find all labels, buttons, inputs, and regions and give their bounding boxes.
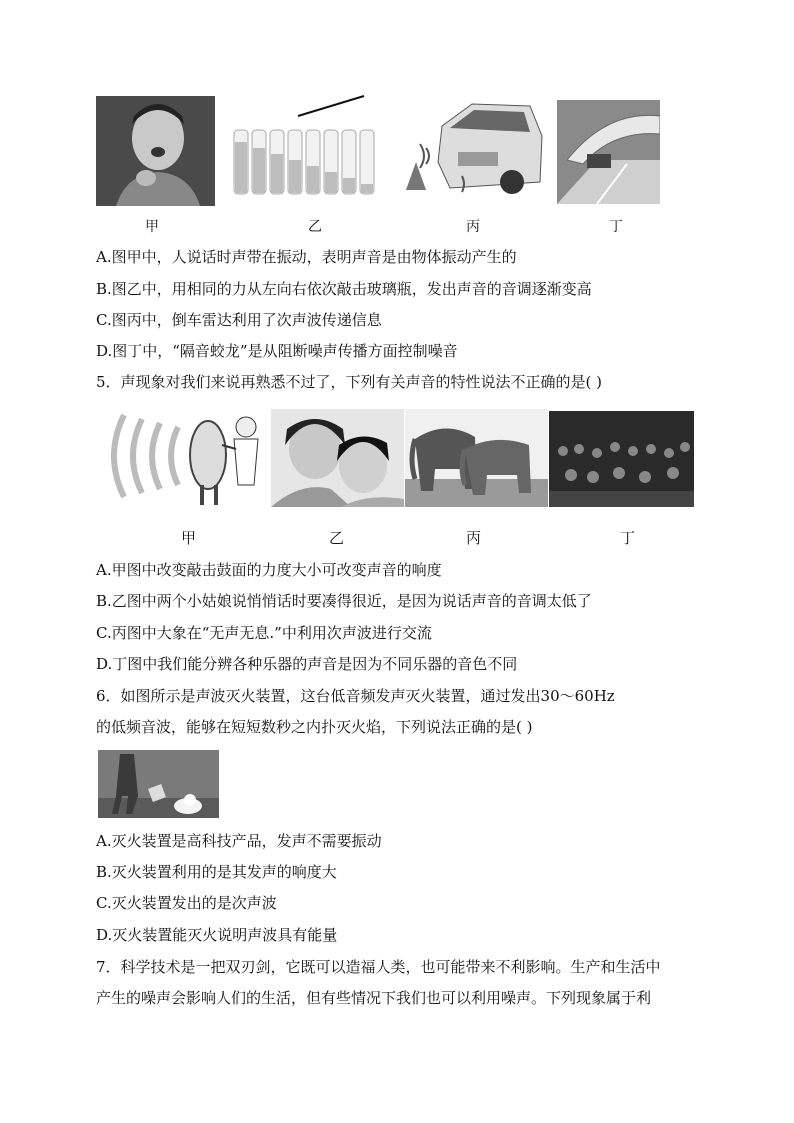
q4-option-d: D.图丁中，“隔音蛟龙”是从阻断噪声传播方面控制噪音 — [96, 342, 458, 360]
figure-jia-boy-speaking — [96, 96, 215, 206]
q5-option-b: B.乙图中两个小姑娘说悄悄话时要凑得很近，是因为说话声音的音调太低了 — [96, 592, 592, 610]
q6-option-a: A.灭火装置是高科技产品，发声不需要振动 — [96, 832, 382, 850]
figure-q5-jia-drum — [104, 405, 266, 507]
q6-stem-line2: 的低频音波，能够在短短数秒之内扑灭火焰，下列说法正确的是( ) — [96, 718, 533, 736]
q6-stem-line1: 6．如图所示是声波灭火装置，这台低音频发声灭火装置，通过发出30～60Hz — [96, 687, 615, 705]
q5-stem: 5．声现象对我们来说再熟悉不过了，下列有关声音的特性说法不正确的是( ) — [96, 373, 603, 391]
q6-option-c: C.灭火装置发出的是次声波 — [96, 894, 277, 912]
figure-yi-glass-bottles — [230, 94, 385, 198]
caption-q5-ding: 丁 — [620, 529, 636, 547]
caption-jia: 甲 — [145, 219, 159, 235]
figure-q5-bing-elephants — [405, 409, 548, 507]
caption-bing: 丙 — [466, 219, 480, 235]
q6-option-d: D.灭火装置能灭火说明声波具有能量 — [96, 926, 338, 944]
q7-line1: 7．科学技术是一把双刃剑，它既可以造福人类，也可能带来不利影响。生产和生活中 — [96, 958, 661, 976]
caption-q5-yi: 乙 — [329, 529, 345, 547]
figure-bing-car-radar — [402, 96, 545, 200]
figure-q5-yi-girls-whisper — [271, 409, 404, 507]
caption-yi: 乙 — [308, 219, 322, 235]
figure-q5-ding-orchestra — [549, 411, 694, 507]
q5-option-d: D.丁图中我们能分辨各种乐器的声音是因为不同乐器的音色不同 — [96, 655, 518, 673]
figure-ding-sound-barrier — [557, 100, 660, 204]
q4-option-a: A.图甲中，人说话时声带在振动，表明声音是由物体振动产生的 — [96, 248, 517, 266]
caption-q5-bing: 丙 — [466, 529, 482, 547]
q5-option-a: A.甲图中改变敲击鼓面的力度大小可改变声音的响度 — [96, 561, 442, 579]
q7-line2: 产生的噪声会影响人们的生活，但有些情况下我们也可以利用噪声。下列现象属于利 — [96, 989, 652, 1007]
figure-q6-sonic-extinguisher — [98, 750, 219, 818]
q5-option-c: C.丙图中大象在“无声无息.”中利用次声波进行交流 — [96, 624, 432, 642]
q4-option-b: B.图乙中，用相同的力从左向右依次敲击玻璃瓶，发出声音的音调逐渐变高 — [96, 280, 592, 298]
caption-q5-jia: 甲 — [181, 529, 197, 547]
q4-option-c: C.图丙中，倒车雷达利用了次声波传递信息 — [96, 311, 382, 329]
caption-ding: 丁 — [609, 219, 623, 235]
q6-option-b: B.灭火装置利用的是其发声的响度大 — [96, 863, 337, 881]
